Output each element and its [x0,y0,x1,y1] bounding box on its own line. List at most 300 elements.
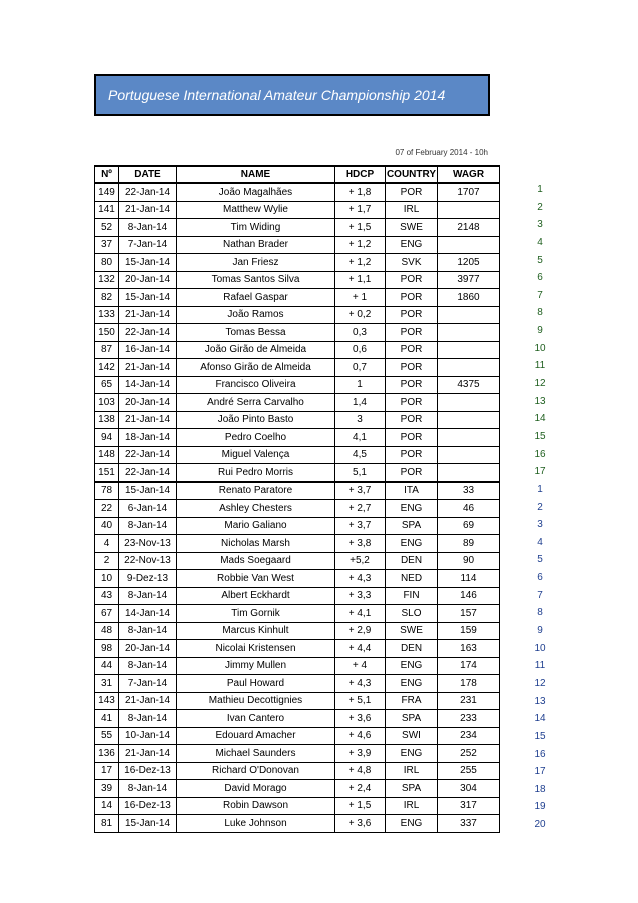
table-row [95,727,500,745]
cell-hdcp: + 1,5 [335,219,386,237]
table-row [95,324,500,342]
cell-date: 10-Jan-14 [119,727,177,745]
rank-number: 13 [534,695,546,707]
rank-number: 4 [537,536,543,548]
rank-number: 3 [537,519,543,531]
cell-name: Rui Pedro Morris [177,464,335,482]
rank-number: 14 [534,413,546,425]
cell-hdcp: 0,3 [335,324,386,342]
rank-number: 12 [534,378,546,390]
cell-hdcp: + 3,7 [335,482,386,500]
cell-wagr [438,306,500,324]
cell-hdcp: 3 [335,411,386,429]
cell-date: 8-Jan-14 [119,780,177,798]
cell-number: 103 [95,394,119,412]
cell-number: 65 [95,376,119,394]
cell-name: João Girão de Almeida [177,341,335,359]
cell-wagr: 233 [438,710,500,728]
cell-wagr [438,359,500,377]
cell-date: 21-Jan-14 [119,692,177,710]
cell-name: Richard O'Donovan [177,762,335,780]
cell-hdcp: + 2,4 [335,780,386,798]
rank-number: 15 [534,730,546,742]
col-header-wagr: WAGR [438,166,500,183]
cell-date: 15-Jan-14 [119,482,177,500]
rank-number: 1 [537,184,543,195]
table-row [95,570,500,588]
cell-wagr: 4375 [438,376,500,394]
cell-name: Edouard Amacher [177,727,335,745]
rank-number: 12 [534,677,546,689]
cell-country: ENG [386,745,438,763]
cell-name: Renato Paratore [177,482,335,500]
cell-number: 40 [95,517,119,535]
table-row [95,236,500,254]
cell-name: Marcus Kinhult [177,622,335,640]
table-row [95,394,500,412]
cell-hdcp: + 2,7 [335,500,386,518]
date-line: 07 of February 2014 - 10h [395,148,488,157]
cell-number: 43 [95,587,119,605]
cell-hdcp: + 1,8 [335,183,386,201]
cell-country: SLO [386,605,438,623]
cell-hdcp: + 1,1 [335,271,386,289]
cell-wagr [438,201,500,219]
cell-wagr [438,341,500,359]
rank-number: 19 [534,801,546,813]
cell-date: 14-Jan-14 [119,605,177,623]
cell-wagr: 146 [438,587,500,605]
cell-hdcp: + 3,8 [335,535,386,553]
cell-name: Ashley Chesters [177,500,335,518]
cell-hdcp: + 3,6 [335,710,386,728]
col-header-date: DATE [119,166,177,183]
cell-date: 16-Dez-13 [119,762,177,780]
cell-country: ITA [386,482,438,500]
table-row [95,219,500,237]
cell-hdcp: + 0,2 [335,306,386,324]
cell-number: 67 [95,605,119,623]
table-row [95,411,500,429]
cell-country: POR [386,324,438,342]
cell-wagr [438,236,500,254]
table-row [95,429,500,447]
table-row [95,587,500,605]
cell-date: 16-Jan-14 [119,341,177,359]
col-header-country: COUNTRY [386,166,438,183]
cell-hdcp: + 1,2 [335,254,386,272]
cell-name: Robbie Van West [177,570,335,588]
cell-number: 138 [95,411,119,429]
cell-name: Albert Eckhardt [177,587,335,605]
cell-country: IRL [386,762,438,780]
cell-number: 78 [95,482,119,500]
cell-name: Mario Galiano [177,517,335,535]
cell-country: POR [386,341,438,359]
cell-number: 31 [95,675,119,693]
rank-number: 5 [537,554,543,566]
cell-country: NED [386,570,438,588]
cell-country: SPA [386,517,438,535]
cell-number: 14 [95,797,119,815]
cell-number: 82 [95,289,119,307]
cell-number: 98 [95,640,119,658]
rank-number: 2 [537,201,543,213]
cell-hdcp: 0,7 [335,359,386,377]
cell-wagr: 2148 [438,219,500,237]
table-row [95,341,500,359]
cell-hdcp: + 3,6 [335,815,386,833]
cell-number: 87 [95,341,119,359]
cell-name: João Pinto Basto [177,411,335,429]
cell-hdcp: + 4,8 [335,762,386,780]
table-row [95,552,500,570]
cell-wagr [438,394,500,412]
cell-date: 15-Jan-14 [119,815,177,833]
table-row [95,306,500,324]
table-row [95,605,500,623]
rank-number: 17 [534,466,546,478]
cell-hdcp: + 1,7 [335,201,386,219]
cell-country: ENG [386,535,438,553]
cell-country: POR [386,183,438,201]
cell-date: 8-Jan-14 [119,657,177,675]
cell-wagr: 1860 [438,289,500,307]
cell-number: 149 [95,183,119,201]
table-row [95,745,500,763]
cell-date: 8-Jan-14 [119,219,177,237]
cell-country: SWE [386,622,438,640]
cell-name: Tomas Santos Silva [177,271,335,289]
cell-name: Luke Johnson [177,815,335,833]
cell-name: Mads Soegaard [177,552,335,570]
cell-name: Rafael Gaspar [177,289,335,307]
cell-name: Nicolai Kristensen [177,640,335,658]
cell-name: Pedro Coelho [177,429,335,447]
cell-hdcp: + 1,2 [335,236,386,254]
rank-number: 16 [534,448,546,460]
cell-name: João Ramos [177,306,335,324]
cell-date: 22-Jan-14 [119,324,177,342]
cell-country: ENG [386,500,438,518]
table-row [95,762,500,780]
cell-hdcp: 1 [335,376,386,394]
rank-number: 11 [534,360,546,372]
col-header-number: Nº [95,166,119,183]
cell-name: Nicholas Marsh [177,535,335,553]
cell-hdcp: + 4,1 [335,605,386,623]
cell-wagr: 3977 [438,271,500,289]
cell-hdcp: + 1 [335,289,386,307]
cell-date: 21-Jan-14 [119,411,177,429]
cell-country: POR [386,271,438,289]
rank-number: 2 [537,501,543,513]
rank-number: 10 [534,642,546,654]
cell-country: POR [386,394,438,412]
rank-number: 10 [534,342,546,354]
cell-hdcp: + 4,4 [335,640,386,658]
table-row [95,797,500,815]
cell-number: 132 [95,271,119,289]
cell-hdcp: 4,5 [335,446,386,464]
cell-number: 22 [95,500,119,518]
cell-date: 22-Nov-13 [119,552,177,570]
table-row [95,622,500,640]
rank-number: 17 [534,766,546,778]
cell-date: 8-Jan-14 [119,517,177,535]
cell-number: 151 [95,464,119,482]
cell-wagr: 157 [438,605,500,623]
cell-name: Ivan Cantero [177,710,335,728]
cell-country: IRL [386,201,438,219]
cell-name: Francisco Oliveira [177,376,335,394]
cell-hdcp: +5,2 [335,552,386,570]
cell-date: 6-Jan-14 [119,500,177,518]
cell-wagr [438,324,500,342]
table-row [95,675,500,693]
cell-number: 39 [95,780,119,798]
cell-date: 8-Jan-14 [119,622,177,640]
cell-wagr: 255 [438,762,500,780]
cell-date: 15-Jan-14 [119,289,177,307]
cell-country: POR [386,289,438,307]
cell-hdcp: + 4 [335,657,386,675]
cell-date: 18-Jan-14 [119,429,177,447]
cell-country: POR [386,359,438,377]
rank-number: 6 [537,572,543,584]
table-row [95,464,500,482]
cell-country: POR [386,376,438,394]
cell-wagr: 252 [438,745,500,763]
rank-number: 4 [537,236,543,248]
cell-number: 48 [95,622,119,640]
cell-number: 80 [95,254,119,272]
rank-column [520,181,560,834]
cell-country: DEN [386,640,438,658]
cell-name: Nathan Brader [177,236,335,254]
cell-number: 143 [95,692,119,710]
cell-wagr: 1205 [438,254,500,272]
cell-wagr [438,411,500,429]
cell-hdcp: + 3,3 [335,587,386,605]
cell-name: Paul Howard [177,675,335,693]
cell-wagr [438,446,500,464]
cell-country: ENG [386,657,438,675]
cell-number: 4 [95,535,119,553]
cell-wagr: 174 [438,657,500,675]
cell-wagr: 304 [438,780,500,798]
cell-hdcp: + 4,6 [335,727,386,745]
cell-date: 8-Jan-14 [119,587,177,605]
rank-number: 15 [534,430,546,442]
cell-date: 7-Jan-14 [119,236,177,254]
cell-date: 8-Jan-14 [119,710,177,728]
cell-hdcp: + 1,5 [335,797,386,815]
cell-date: 14-Jan-14 [119,376,177,394]
cell-hdcp: + 5,1 [335,692,386,710]
rank-number: 7 [537,289,543,301]
cell-wagr: 163 [438,640,500,658]
cell-name: Afonso Girão de Almeida [177,359,335,377]
rank-number: 1 [537,483,543,495]
rank-number: 7 [537,589,543,601]
table-body [95,183,500,832]
cell-date: 21-Jan-14 [119,201,177,219]
rank-number: 11 [534,660,546,672]
cell-name: David Morago [177,780,335,798]
cell-country: FRA [386,692,438,710]
cell-country: POR [386,464,438,482]
cell-country: SPA [386,710,438,728]
rank-number: 5 [537,254,543,266]
cell-name: Jan Friesz [177,254,335,272]
cell-date: 21-Jan-14 [119,306,177,324]
cell-name: Mathieu Decottignies [177,692,335,710]
rank-number: 20 [534,819,546,831]
rank-number: 8 [537,307,543,319]
cell-country: POR [386,411,438,429]
table-row [95,254,500,272]
cell-number: 44 [95,657,119,675]
cell-country: SVK [386,254,438,272]
cell-country: ENG [386,236,438,254]
rank-number: 6 [537,272,543,284]
cell-number: 136 [95,745,119,763]
cell-number: 55 [95,727,119,745]
cell-hdcp: + 4,3 [335,675,386,693]
table-row [95,517,500,535]
cell-number: 17 [95,762,119,780]
cell-hdcp: 0,6 [335,341,386,359]
table-row [95,780,500,798]
table-row [95,271,500,289]
cell-wagr: 69 [438,517,500,535]
cell-date: 22-Jan-14 [119,464,177,482]
cell-hdcp: 1,4 [335,394,386,412]
table-row [95,657,500,675]
cell-number: 133 [95,306,119,324]
cell-country: IRL [386,797,438,815]
cell-hdcp: + 3,7 [335,517,386,535]
cell-country: ENG [386,675,438,693]
rank-number: 3 [537,219,543,231]
cell-number: 10 [95,570,119,588]
table-row [95,201,500,219]
table-row [95,692,500,710]
table-row [95,359,500,377]
cell-country: SPA [386,780,438,798]
cell-date: 23-Nov-13 [119,535,177,553]
table-row [95,710,500,728]
cell-number: 41 [95,710,119,728]
cell-date: 21-Jan-14 [119,359,177,377]
cell-hdcp: + 4,3 [335,570,386,588]
cell-date: 21-Jan-14 [119,745,177,763]
header-row [95,166,500,183]
cell-name: Matthew Wylie [177,201,335,219]
cell-country: POR [386,429,438,447]
rank-number: 18 [534,783,546,795]
table-row [95,289,500,307]
table-row [95,500,500,518]
cell-wagr: 317 [438,797,500,815]
rank-number: 8 [537,607,543,619]
table-row [95,640,500,658]
title-banner [94,74,490,116]
cell-country: POR [386,446,438,464]
cell-date: 16-Dez-13 [119,797,177,815]
cell-country: DEN [386,552,438,570]
table-row [95,183,500,201]
cell-country: SWI [386,727,438,745]
cell-hdcp: 4,1 [335,429,386,447]
cell-country: ENG [386,815,438,833]
cell-wagr: 89 [438,535,500,553]
cell-number: 150 [95,324,119,342]
table-row [95,535,500,553]
cell-name: João Magalhães [177,183,335,201]
cell-wagr [438,429,500,447]
rank-number: 13 [534,395,546,407]
cell-wagr: 114 [438,570,500,588]
cell-number: 52 [95,219,119,237]
cell-date: 22-Jan-14 [119,183,177,201]
cell-number: 37 [95,236,119,254]
cell-number: 94 [95,429,119,447]
table-row [95,815,500,833]
cell-country: POR [386,306,438,324]
cell-hdcp: 5,1 [335,464,386,482]
rank-number: 16 [534,748,546,760]
rank-number: 14 [534,713,546,725]
cell-wagr: 337 [438,815,500,833]
cell-number: 141 [95,201,119,219]
cell-country: FIN [386,587,438,605]
cell-wagr [438,464,500,482]
cell-hdcp: + 3,9 [335,745,386,763]
table-row [95,376,500,394]
cell-name: Robin Dawson [177,797,335,815]
cell-wagr: 159 [438,622,500,640]
cell-name: Tomas Bessa [177,324,335,342]
col-header-hdcp: HDCP [335,166,386,183]
col-header-name: NAME [177,166,335,183]
cell-wagr: 90 [438,552,500,570]
cell-number: 81 [95,815,119,833]
cell-wagr: 46 [438,500,500,518]
cell-date: 7-Jan-14 [119,675,177,693]
entry-table [94,165,500,833]
table-row [95,446,500,464]
cell-name: Miguel Valença [177,446,335,464]
page-title: Portuguese International Amateur Championship 2014 [108,87,446,103]
cell-hdcp: + 2,9 [335,622,386,640]
cell-name: André Serra Carvalho [177,394,335,412]
cell-name: Michael Saunders [177,745,335,763]
cell-number: 2 [95,552,119,570]
table-row [95,482,500,500]
cell-wagr: 234 [438,727,500,745]
rank-number: 9 [537,625,543,637]
cell-date: 22-Jan-14 [119,446,177,464]
cell-country: SWE [386,219,438,237]
cell-name: Tim Widing [177,219,335,237]
cell-date: 20-Jan-14 [119,640,177,658]
cell-wagr: 33 [438,482,500,500]
cell-date: 9-Dez-13 [119,570,177,588]
cell-name: Tim Gornik [177,605,335,623]
rank-number: 9 [537,325,543,337]
